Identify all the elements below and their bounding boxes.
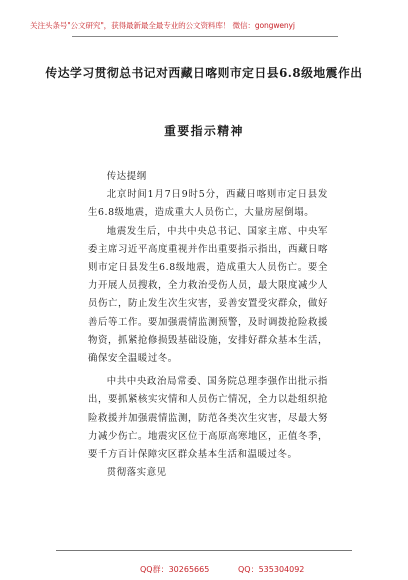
header-divider [72, 36, 338, 37]
document-body [88, 168, 328, 482]
document-title: 传达学习贯彻总书记对西藏日喀则市定日县6.8级地震作出 [45, 66, 363, 80]
header-promo-note: 关注头条号"公文研究"，获得最新最全最专业的公文资料库！ 微信：gongwenyj [30, 21, 295, 30]
footer-divider [56, 550, 352, 551]
section-heading-outline: 传达提纲 [106, 171, 147, 182]
paragraph-event: 北京时间1月7日9时5分，西藏日喀则市定日县发生6.8级地震，造成重大人员伤亡，大量房屋倒塌。 [88, 189, 328, 219]
section-heading-implementation: 贯彻落实意见 [106, 467, 167, 479]
document-title-line2: 重要指示精神 [164, 124, 244, 138]
footer-qq-group: QQ群：30265665 [140, 565, 210, 574]
paragraph-xi-instruction: 地震发生后，中共中央总书记、国家主席、中央军委主席习近平高度重视并作出重要指示指出，西藏日喀则市定日县发生6.8级地震，造成重大人员伤亡。要全力开展人员搜救，全力救治受伤人员，最大限度减少人员伤亡，防止发生次生灾害，妥善安置受灾群众，做好善后等工作。要加强震情监测预警，及时调拨抢险救援物资，抓紧抢修损毁基础设施，安排好群众基本生活，确保安全温暖过冬。 [88, 225, 328, 365]
paragraph-li-instruction: 中共中央政治局常委、国务院总理李强作出批示指出，要抓紧核实灾情和人员伤亡情况，全力以赴组织抢险救援并加强震情监测，防范各类次生灾害，尽最大努力减少伤亡。地震灾区位于高原高寒地区，正值冬季，要千方百计保障灾区群众基本生活和温暖过冬。 [88, 376, 328, 461]
footer-qq-contact: QQ：535304092 [238, 565, 305, 574]
